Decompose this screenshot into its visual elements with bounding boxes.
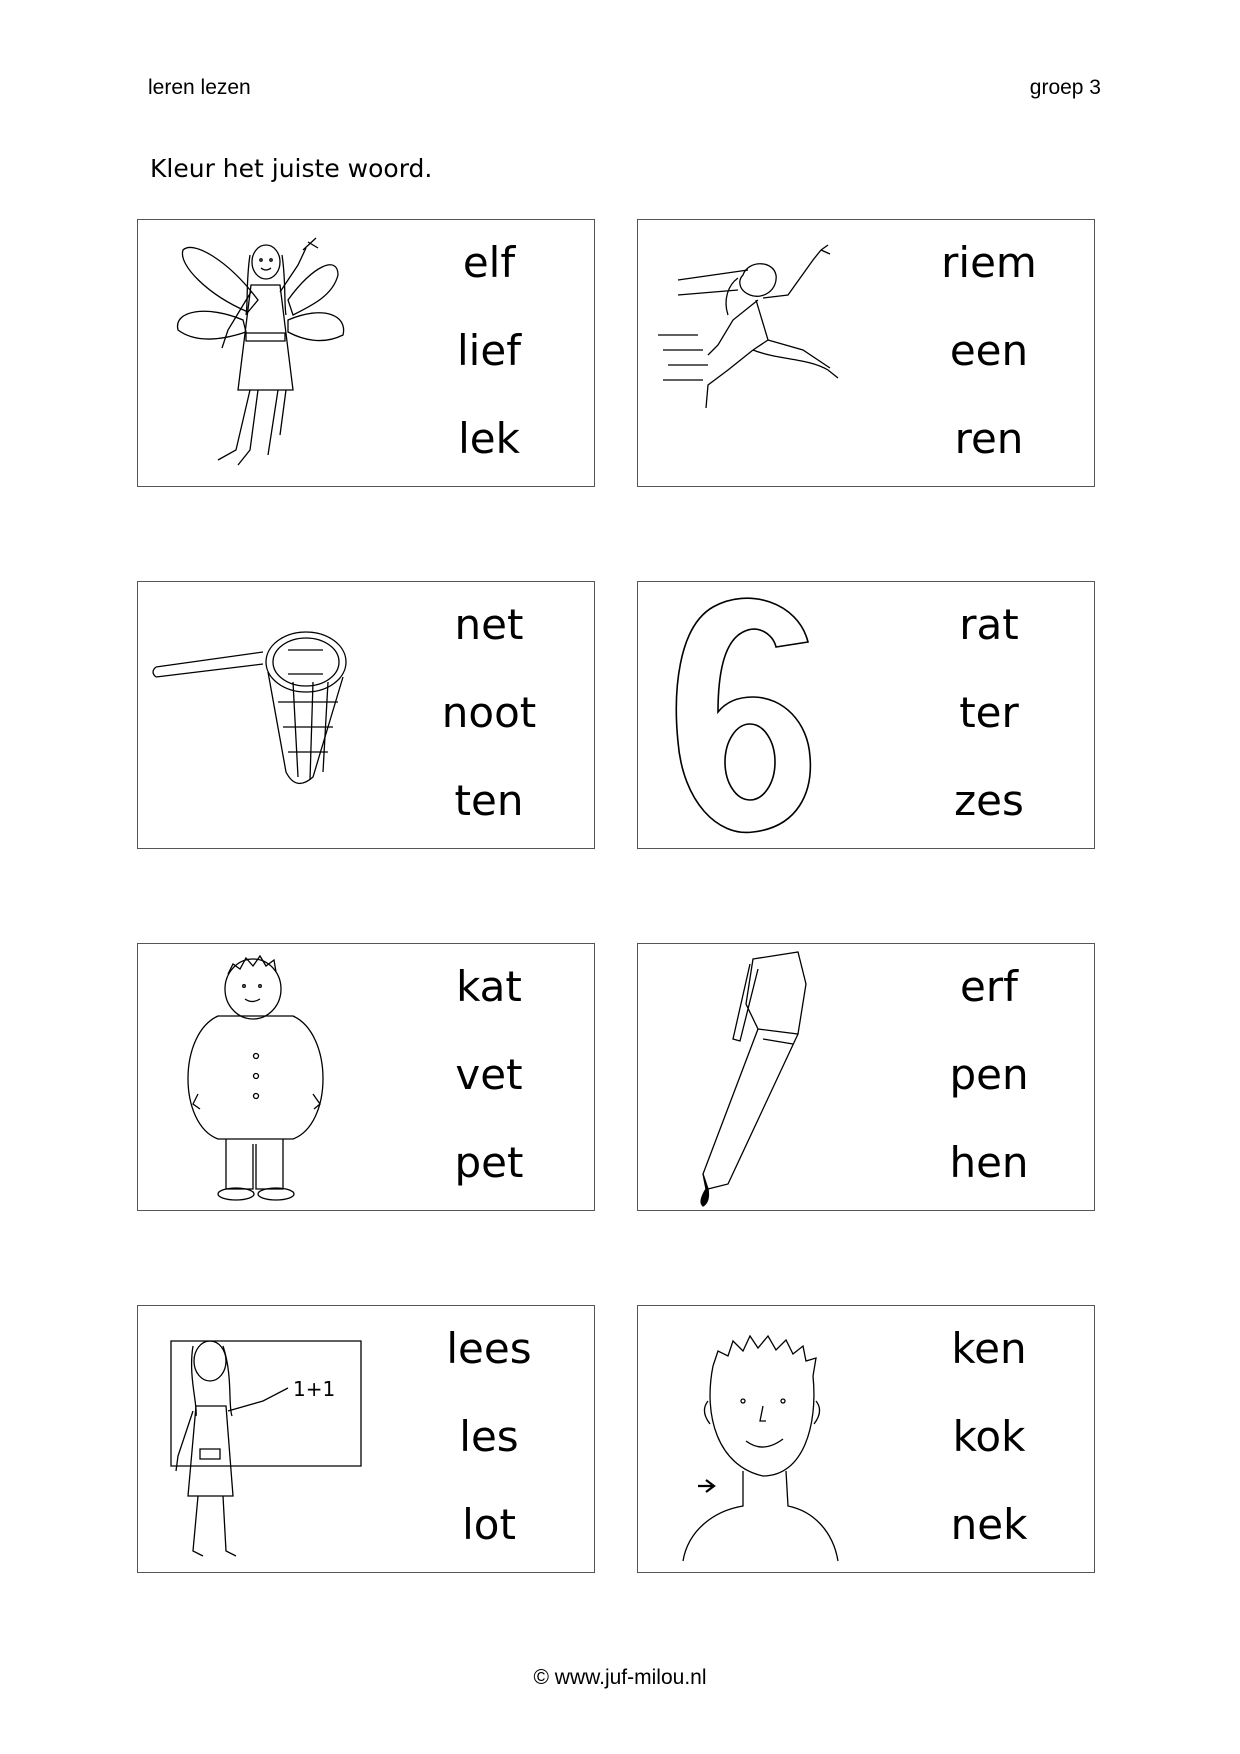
- word-card-1: [137, 219, 595, 487]
- fat-man-drawing: [138, 944, 388, 1210]
- word-option[interactable]: riem: [941, 238, 1037, 287]
- word-card-7: [137, 1305, 595, 1573]
- board-text: 1+1: [293, 1377, 336, 1401]
- word-card-3: [137, 581, 595, 849]
- word-option[interactable]: lot: [462, 1500, 516, 1549]
- word-option[interactable]: ken: [951, 1324, 1027, 1373]
- word-option[interactable]: vet: [455, 1050, 523, 1099]
- word-card-2: [637, 219, 1095, 487]
- word-option[interactable]: erf: [960, 962, 1018, 1011]
- word-option[interactable]: noot: [441, 688, 537, 737]
- word-card-5: [137, 943, 595, 1211]
- header-left: leren lezen: [148, 76, 251, 99]
- word-option[interactable]: lief: [457, 326, 521, 375]
- running-girl-drawing: [638, 220, 888, 486]
- instruction: Kleur het juiste woord.: [150, 154, 433, 183]
- number-six-drawing: [638, 582, 888, 848]
- word-option[interactable]: ren: [954, 414, 1024, 463]
- footer-copyright: © www.juf-milou.nl: [533, 1666, 707, 1689]
- teacher-board-drawing: [138, 1306, 388, 1572]
- pen-drawing: [638, 944, 888, 1210]
- word-option[interactable]: rat: [959, 600, 1019, 649]
- word-option[interactable]: pet: [454, 1138, 524, 1187]
- word-card-8: [637, 1305, 1095, 1573]
- word-option[interactable]: nek: [950, 1500, 1028, 1549]
- word-option[interactable]: lek: [458, 414, 520, 463]
- fairy-drawing: [138, 220, 388, 486]
- word-option[interactable]: ter: [959, 688, 1019, 737]
- header-right: groep 3: [1029, 76, 1101, 99]
- word-option[interactable]: ten: [454, 776, 524, 825]
- boy-neck-drawing: [638, 1306, 888, 1572]
- word-card-4: [637, 581, 1095, 849]
- word-option[interactable]: zes: [954, 776, 1024, 825]
- word-option[interactable]: kok: [952, 1412, 1026, 1461]
- word-option[interactable]: pen: [949, 1050, 1029, 1099]
- butterfly-net-drawing: [138, 582, 388, 848]
- word-option[interactable]: les: [459, 1412, 519, 1461]
- word-option[interactable]: kat: [456, 962, 522, 1011]
- word-option[interactable]: hen: [949, 1138, 1029, 1187]
- word-option[interactable]: net: [454, 600, 524, 649]
- word-option[interactable]: een: [949, 326, 1029, 375]
- word-card-6: [637, 943, 1095, 1211]
- word-option[interactable]: elf: [462, 238, 516, 287]
- word-option[interactable]: lees: [446, 1324, 532, 1373]
